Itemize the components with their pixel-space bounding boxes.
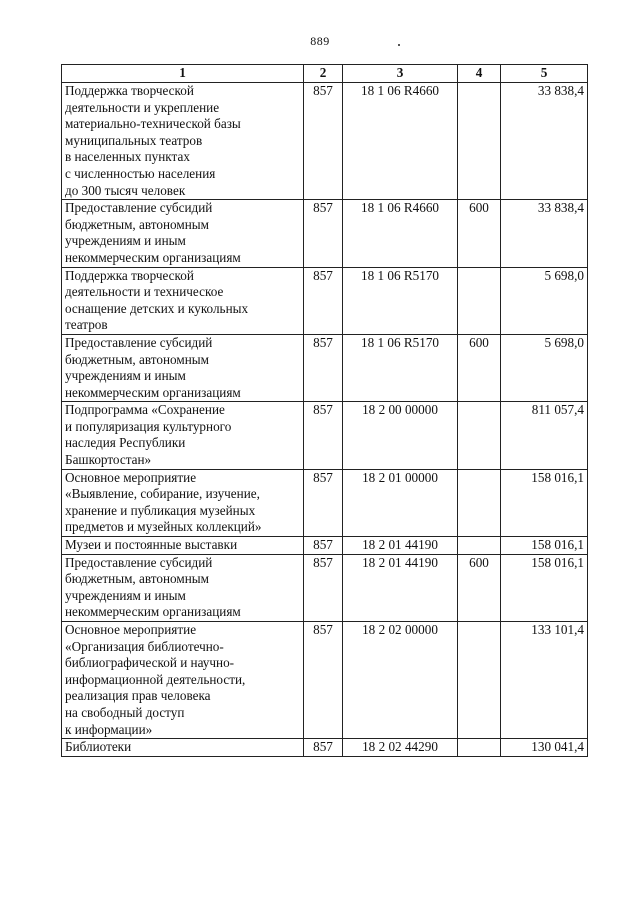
page-number: 889 — [310, 34, 330, 48]
row-type: 600 — [458, 200, 501, 267]
column-header-type: 4 — [458, 65, 501, 83]
budget-table — [61, 64, 588, 757]
table-row — [62, 83, 588, 200]
row-amount: 158 016,1 — [501, 469, 588, 536]
row-code: 18 1 06 R4660 — [343, 200, 458, 267]
row-amount: 133 101,4 — [501, 622, 588, 739]
row-name: Основное мероприятие «Организация библиотечно- библиографической и научно- информационной деятельности, реализация прав человека на свободный доступ к информации» — [62, 622, 304, 739]
row-name: Предоставление субсидий бюджетным, автономным учреждениям и иным некоммерческим организациям — [62, 554, 304, 621]
row-amount: 158 016,1 — [501, 537, 588, 555]
table-row — [62, 739, 588, 757]
row-code: 18 1 06 R5170 — [343, 334, 458, 401]
row-code: 18 2 01 44190 — [343, 554, 458, 621]
row-name: Музеи и постоянные выставки — [62, 537, 304, 555]
row-type: 600 — [458, 554, 501, 621]
row-name: Подпрограмма «Сохранение и популяризация культурного наследия Республики Башкортостан» — [62, 402, 304, 469]
column-header-ministry: 2 — [304, 65, 343, 83]
table-row — [62, 402, 588, 469]
row-ministry: 857 — [304, 334, 343, 401]
row-type: 600 — [458, 334, 501, 401]
table-row — [62, 537, 588, 555]
row-amount: 33 838,4 — [501, 83, 588, 200]
table-row — [62, 267, 588, 334]
row-amount: 130 041,4 — [501, 739, 588, 757]
row-type — [458, 267, 501, 334]
table-row — [62, 622, 588, 739]
row-amount: 5 698,0 — [501, 334, 588, 401]
table-row — [62, 334, 588, 401]
row-type — [458, 622, 501, 739]
row-code: 18 2 02 00000 — [343, 622, 458, 739]
row-name: Основное мероприятие «Выявление, собирание, изучение, хранение и публикация музейных предметов и музейных коллекций» — [62, 469, 304, 536]
row-ministry: 857 — [304, 469, 343, 536]
row-ministry: 857 — [304, 200, 343, 267]
table-header-row — [62, 65, 588, 83]
row-amount: 811 057,4 — [501, 402, 588, 469]
row-name: Библиотеки — [62, 739, 304, 757]
row-ministry: 857 — [304, 267, 343, 334]
column-header-amount: 5 — [501, 65, 588, 83]
table-row — [62, 554, 588, 621]
row-type — [458, 469, 501, 536]
row-name: Поддержка творческой деятельности и техническое оснащение детских и кукольных театров — [62, 267, 304, 334]
row-code: 18 2 00 00000 — [343, 402, 458, 469]
row-ministry: 857 — [304, 554, 343, 621]
scan-speck — [398, 44, 400, 46]
row-code: 18 2 02 44290 — [343, 739, 458, 757]
row-type — [458, 537, 501, 555]
table-row — [62, 469, 588, 536]
row-ministry: 857 — [304, 622, 343, 739]
row-amount: 5 698,0 — [501, 267, 588, 334]
row-name: Предоставление субсидий бюджетным, автономным учреждениям и иным некоммерческим организациям — [62, 334, 304, 401]
row-type — [458, 83, 501, 200]
row-code: 18 1 06 R4660 — [343, 83, 458, 200]
row-ministry: 857 — [304, 83, 343, 200]
table-row — [62, 200, 588, 267]
row-type — [458, 402, 501, 469]
row-code: 18 2 01 44190 — [343, 537, 458, 555]
row-name: Предоставление субсидий бюджетным, автономным учреждениям и иным некоммерческим организациям — [62, 200, 304, 267]
row-ministry: 857 — [304, 739, 343, 757]
row-name: Поддержка творческой деятельности и укрепление материально-технической базы муниципальных театров в населенных пунктах с численностью населения до 300 тысяч человек — [62, 83, 304, 200]
row-code: 18 2 01 00000 — [343, 469, 458, 536]
column-header-code: 3 — [343, 65, 458, 83]
row-ministry: 857 — [304, 402, 343, 469]
row-amount: 158 016,1 — [501, 554, 588, 621]
row-amount: 33 838,4 — [501, 200, 588, 267]
row-ministry: 857 — [304, 537, 343, 555]
row-code: 18 1 06 R5170 — [343, 267, 458, 334]
column-header-name: 1 — [62, 65, 304, 83]
row-type — [458, 739, 501, 757]
